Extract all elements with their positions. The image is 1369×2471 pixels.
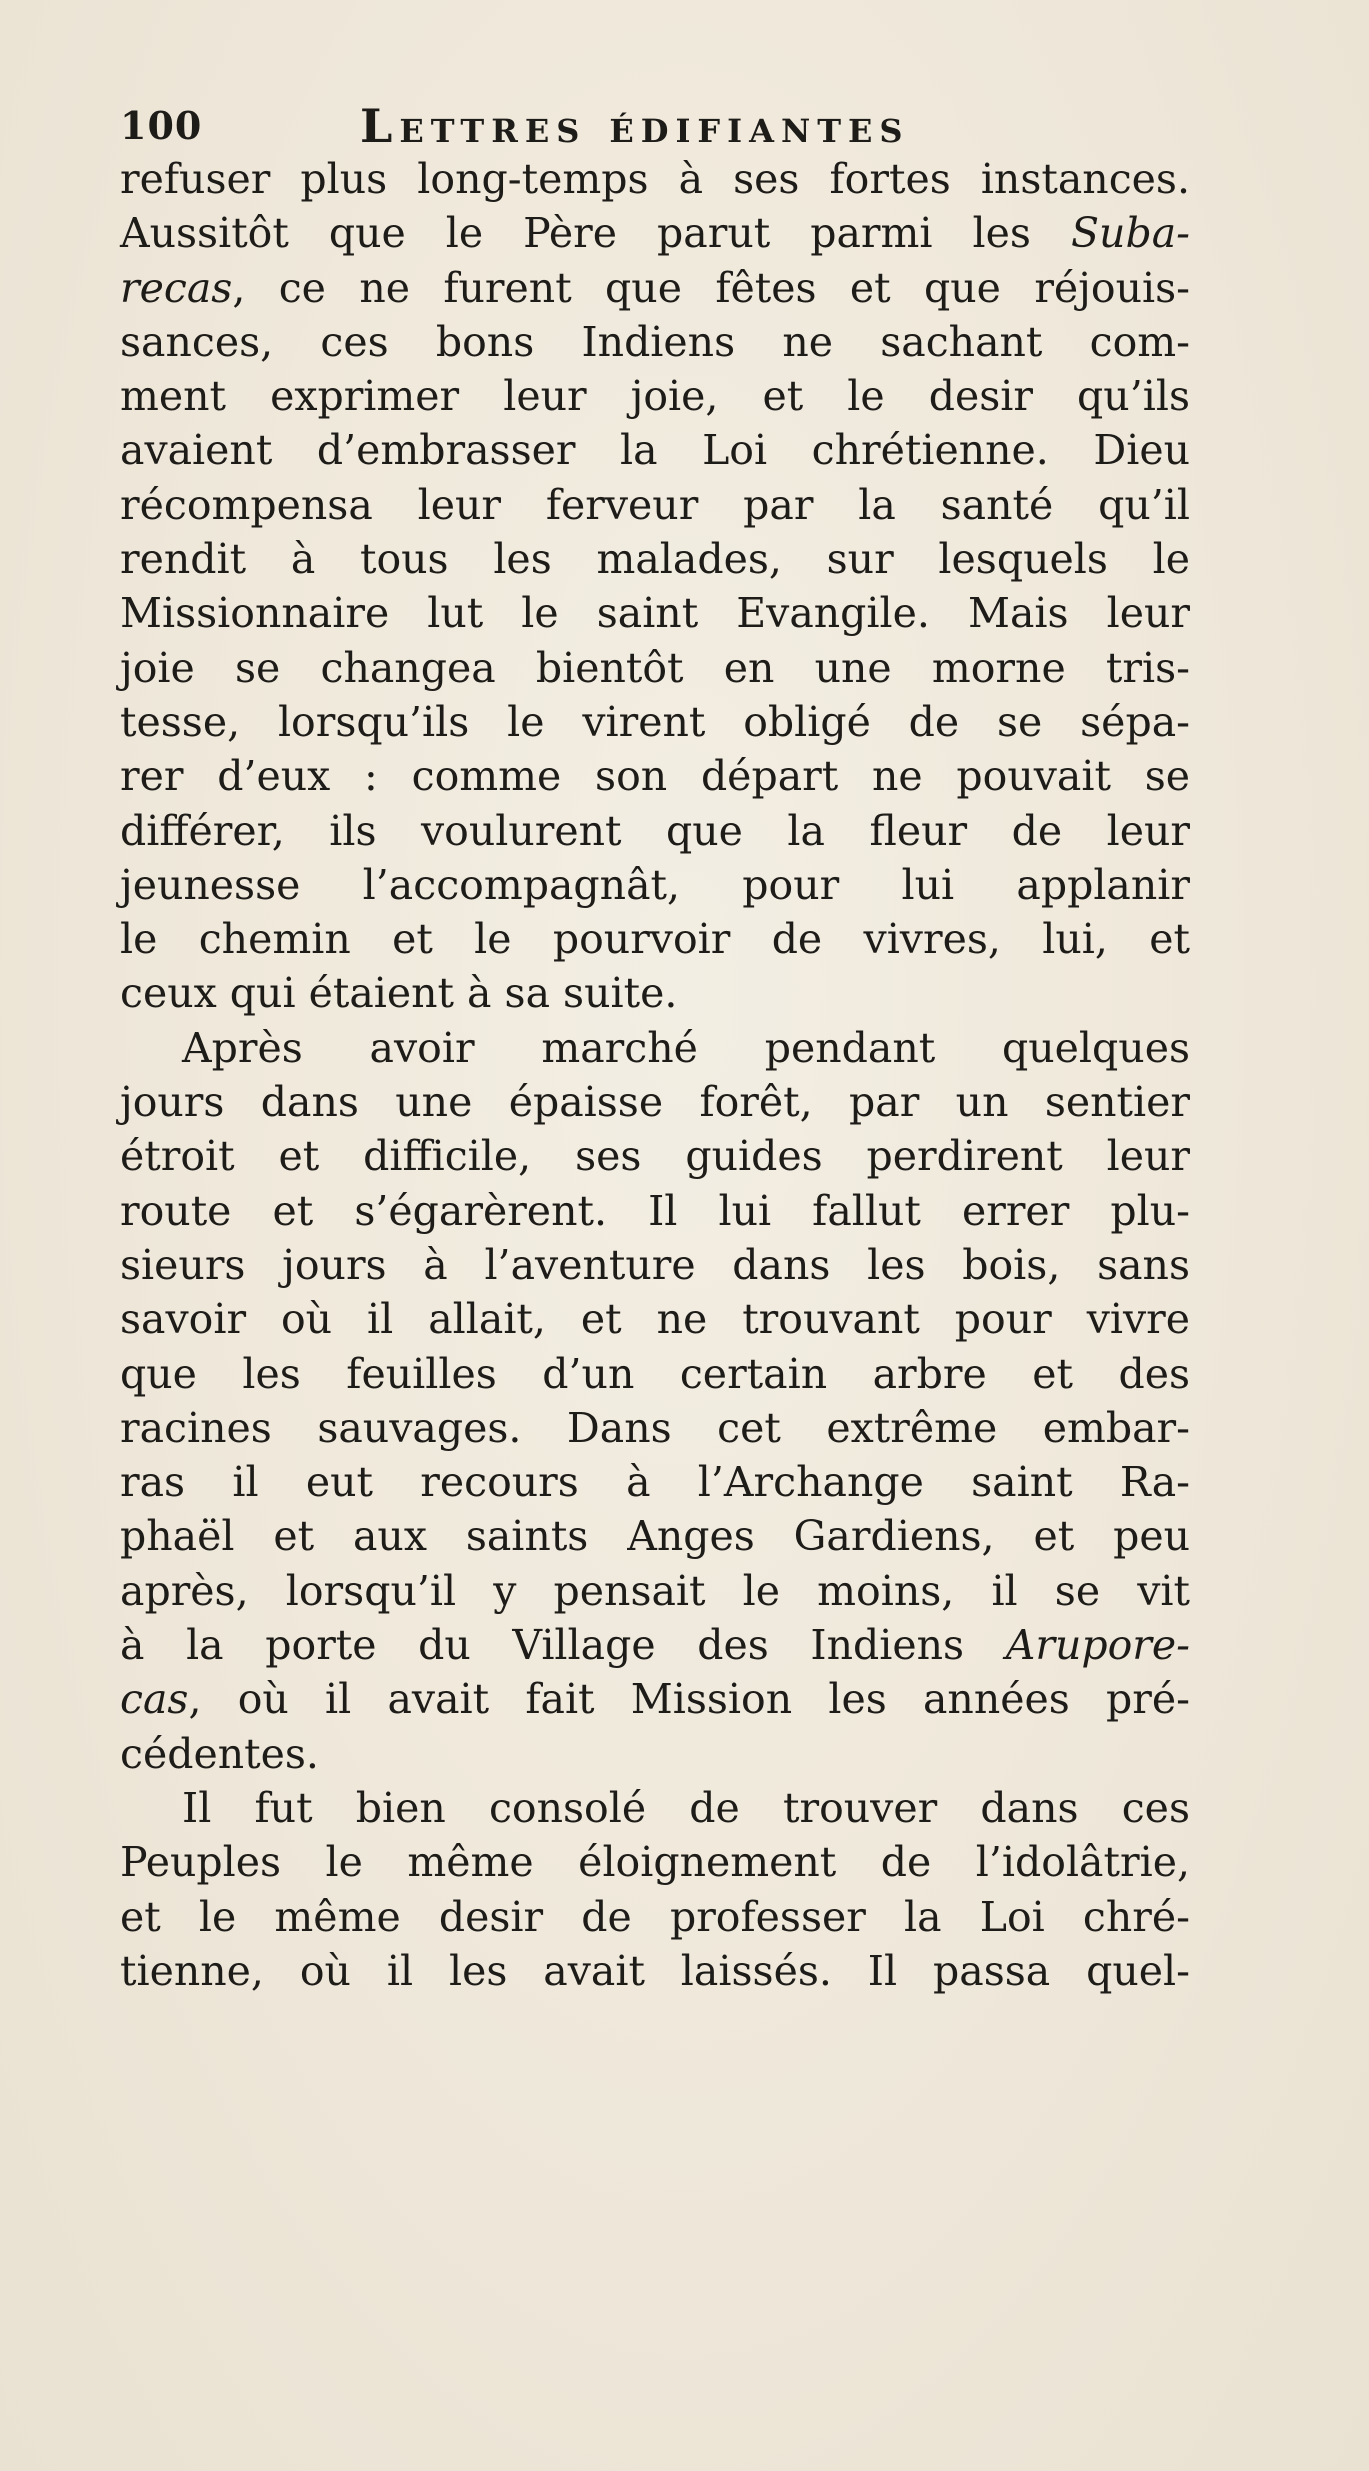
text-line: route et s’égarèrent. Il lui fallut errer plu- — [120, 1186, 1190, 1235]
text-line: rendit à tous les malades, sur lesquels le — [120, 535, 1190, 584]
text-line: Peuples le même éloignement de l’idolâtrie, — [120, 1838, 1190, 1887]
text-line: jours dans une épaisse forêt, par un sentier — [120, 1078, 1190, 1127]
text-line: et le même desir de professer la Loi chré- — [120, 1892, 1190, 1941]
paragraph-end-line: ceux qui étaient à sa suite. — [120, 969, 678, 1018]
text-line: que les feuilles d’un certain arbre et des — [120, 1349, 1190, 1398]
text-line: sieurs jours à l’aventure dans les bois, sans — [120, 1240, 1190, 1289]
text-line: récompensa leur ferveur par la santé qu’il — [120, 480, 1190, 529]
body-text — [120, 152, 1190, 1998]
running-title: Lettres édifiantes — [360, 99, 910, 153]
text-line: avaient d’embrasser la Loi chrétienne. Dieu — [120, 426, 1190, 475]
text-line: ras il eut recours à l’Archange saint Ra- — [120, 1458, 1190, 1507]
text-line: recas, ce ne furent que fêtes et que réjouis- — [120, 263, 1190, 312]
paragraph-end-line: cédentes. — [120, 1729, 319, 1778]
text-line: Aussitôt que le Père parut parmi les Suba- — [120, 209, 1190, 258]
text-line: jeunesse l’accompagnât, pour lui applanir — [120, 860, 1190, 909]
text-line: cas, où il avait fait Mission les années pré- — [120, 1675, 1190, 1724]
text-line: ment exprimer leur joie, et le desir qu’ils — [120, 372, 1190, 421]
text-line: après, lorsqu’il y pensait le moins, il se vit — [120, 1566, 1190, 1615]
text-line: joie se changea bientôt en une morne tris- — [120, 643, 1190, 692]
text-line: sances, ces bons Indiens ne sachant com- — [120, 317, 1190, 366]
text-line: refuser plus long-temps à ses fortes instances. — [120, 155, 1190, 203]
text-line: rer d’eux : comme son départ ne pouvait se — [120, 752, 1190, 801]
page-number: 100 — [120, 103, 203, 148]
text-line: tesse, lorsqu’ils le virent obligé de se sépa- — [120, 697, 1190, 746]
paragraph-start-line: Il fut bien consolé de trouver dans ces — [182, 1783, 1190, 1832]
text-line: étroit et difficile, ses guides perdirent leur — [120, 1132, 1190, 1181]
text-line: à la porte du Village des Indiens Arupore- — [120, 1621, 1190, 1670]
text-line: Missionnaire lut le saint Evangile. Mais leur — [120, 589, 1190, 638]
text-line: racines sauvages. Dans cet extrême embar- — [120, 1403, 1190, 1452]
text-line: tienne, où il les avait laissés. Il passa quel- — [120, 1946, 1190, 1995]
text-line: savoir où il allait, et ne trouvant pour vivre — [120, 1295, 1190, 1344]
text-line: différer, ils voulurent que la fleur de leur — [120, 806, 1190, 855]
text-line: le chemin et le pourvoir de vivres, lui, et — [120, 915, 1190, 964]
running-head — [120, 96, 1020, 156]
paragraph-start-line: Après avoir marché pendant quelques — [182, 1023, 1190, 1072]
text-line: phaël et aux saints Anges Gardiens, et peu — [120, 1512, 1190, 1561]
